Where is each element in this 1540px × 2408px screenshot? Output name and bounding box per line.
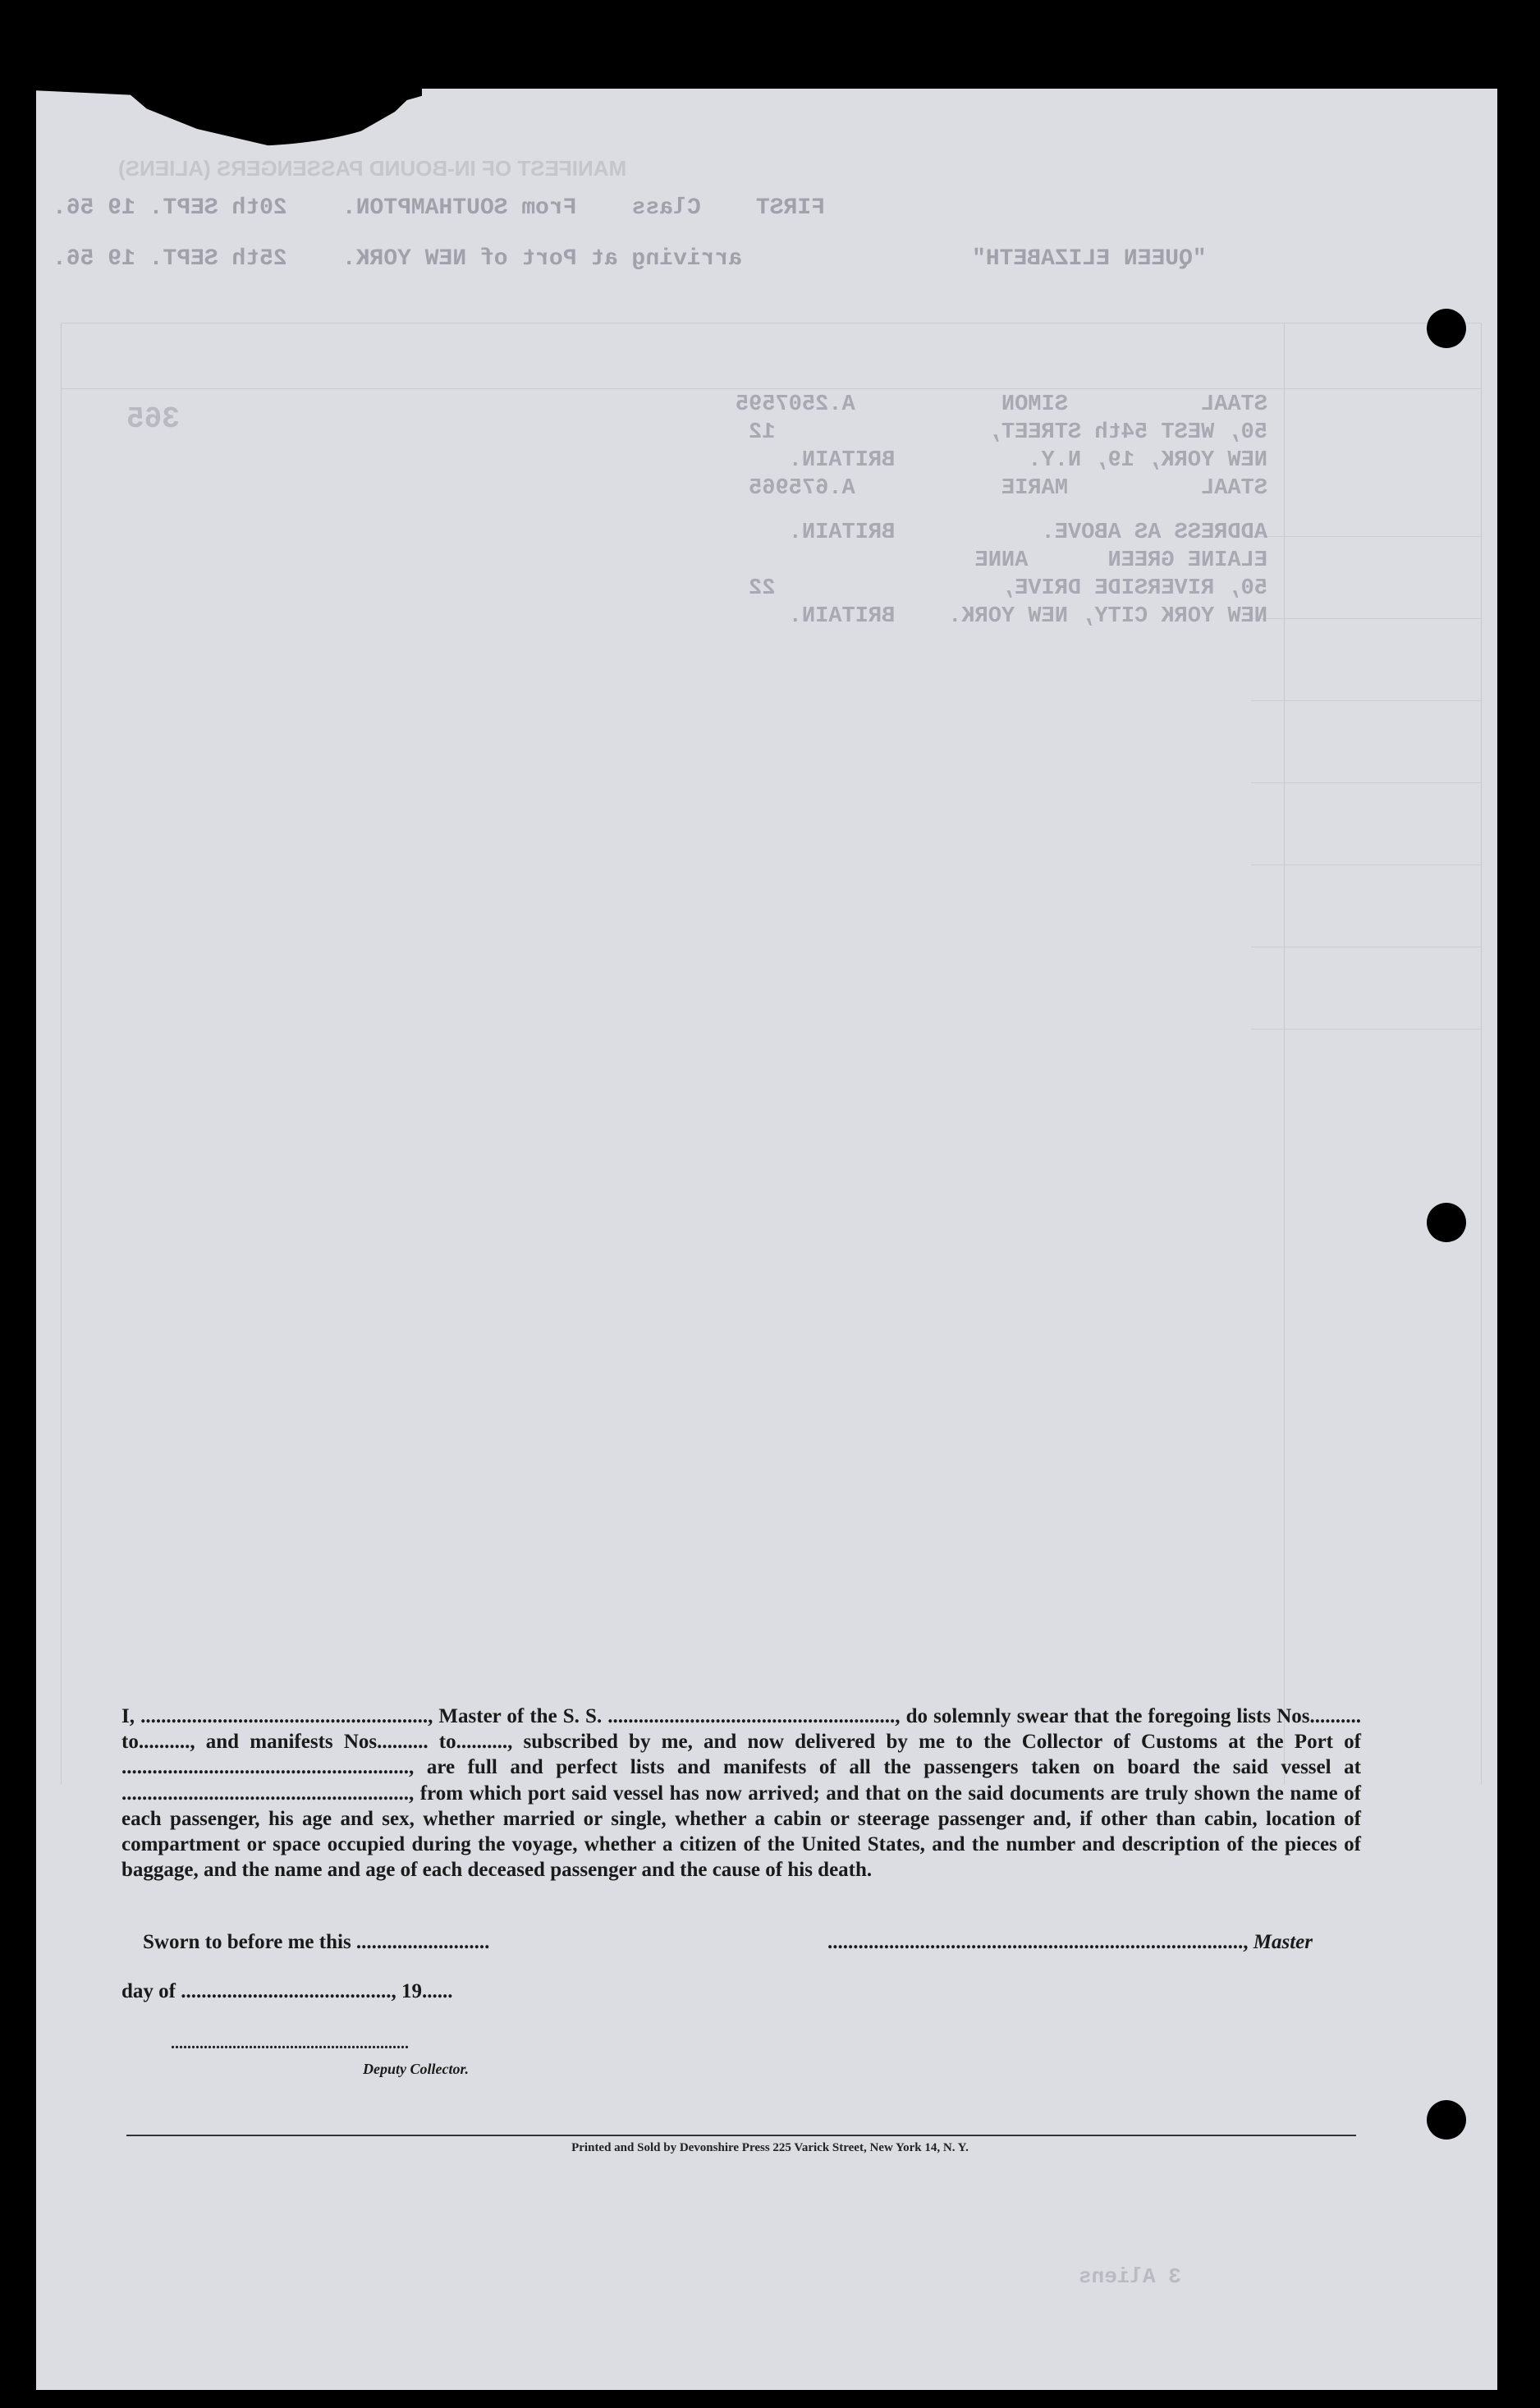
master-label: Master <box>1253 1931 1313 1953</box>
bleed-entry: NEW YORK, 19, N.Y. BRITAIN. <box>788 448 1267 473</box>
manifest-page <box>36 89 1497 2390</box>
bleed-from-line: FIRST Class From SOUTHAMPTON. 20th SEPT. 19 56. <box>53 195 825 221</box>
punch-hole <box>1427 309 1466 348</box>
column-rule <box>61 323 62 1784</box>
oath-paragraph: I, ........................................................, Master of the S. S. ........................................................, do solemnly swear that the foregoing lists Nos.......... to.........., and manifests Nos.......... to.........., subscribed by me, and now delivered by me to the Collector of Customs at the Port of ........................................................, are full and perfect lists and manifests of all the passengers taken on board the said vessel at ........................................................, from which port said vessel has now arrived; and that on the said documents are truly shown the name of each passenger, his age and sex, whether married or single, whether a cabin or steerage passenger and, if other than cabin, location of compartment or space occupied during the voyage, whether a citizen of the United States, and the number and description of the pieces of baggage, and the name and age of each deceased passenger and the cause of his death. <box>121 1705 1361 1882</box>
footer-rule <box>126 2135 1356 2136</box>
bleed-bottom-note: 3 Aliens <box>1079 2264 1181 2289</box>
column-rule <box>1284 323 1285 1784</box>
header-rule <box>61 388 1481 389</box>
bleed-header: MANIFEST OF IN-BOUND PASSENGERS (ALIENS) <box>118 156 627 181</box>
bleed-entry: STAAL SIMON A.2507595 <box>735 392 1267 417</box>
column-rule <box>1481 323 1482 1784</box>
deputy-collector-label: Deputy Collector. <box>363 2061 469 2077</box>
sworn-line: Sworn to before me this .......................... <box>143 1931 490 1953</box>
bleed-arriving-line: arriving at Port of NEW YORK. 25th SEPT. 19 56. <box>53 246 743 272</box>
bleed-entry: ELAINE GREEN ANNE <box>735 548 1267 573</box>
row-rule <box>1251 536 1481 537</box>
row-rule <box>1251 700 1481 701</box>
row-rule <box>1251 618 1481 619</box>
row-rule <box>1251 1029 1481 1030</box>
punch-hole <box>1427 2100 1466 2140</box>
bleed-entry: NEW YORK CITY, NEW YORK. BRITAIN. <box>788 604 1267 629</box>
punch-hole <box>1427 1203 1466 1242</box>
bleed-list-number: 365 <box>126 402 180 436</box>
bleed-entry: ADDRESS AS ABOVE. BRITAIN. <box>788 521 1267 545</box>
bleed-entry: 50, WEST 54th STREET, 12 <box>749 420 1267 445</box>
bleed-entry: 50, RIVERSIDE DRIVE, 22 <box>749 576 1267 601</box>
master-signature-line <box>827 1931 1313 1954</box>
row-rule <box>1251 782 1481 783</box>
bleed-entries <box>447 391 1267 631</box>
deputy-signature-line: .......................................................... <box>171 2034 409 2053</box>
day-of-line: day of ........................................., 19...... <box>121 1980 453 2002</box>
bleed-entry: STAAL MARIE A.675965 <box>749 476 1267 501</box>
printer-imprint: Printed and Sold by Devonshire Press 225 Varick Street, New York 14, N. Y. <box>571 2141 969 2154</box>
master-dots: ................................................................................., <box>827 1931 1254 1953</box>
bleed-ship-name: "QUEEN ELIZABETH" <box>972 246 1207 272</box>
